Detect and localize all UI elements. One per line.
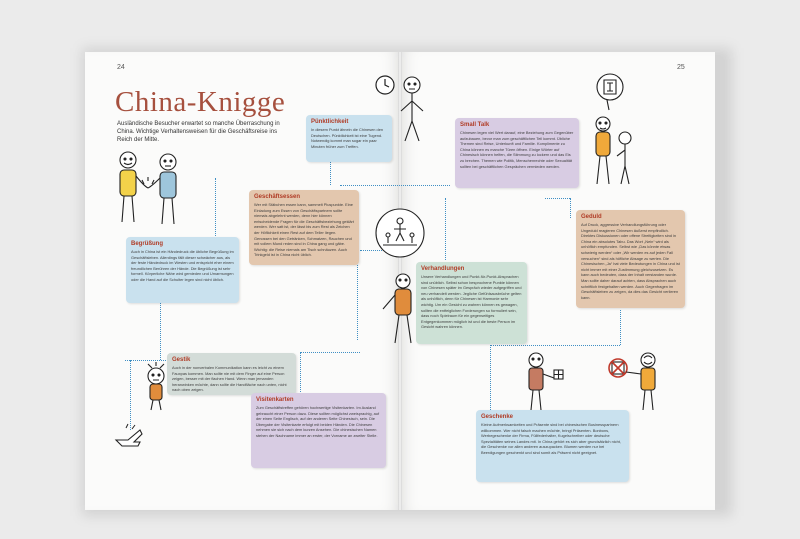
standing-figure-illustration: [395, 75, 429, 145]
box-puenktlichkeit: [306, 115, 392, 162]
connector-line: [445, 198, 446, 260]
box-heading: Geschäftsessen: [254, 194, 301, 200]
handshake-illustration: [108, 150, 188, 232]
pointing-figure-illustration: [142, 360, 172, 410]
connector-line: [620, 310, 621, 345]
box-text: Chinesen legen viel Wert darauf, eine Beziehung zum Gegenüber aufzubauen, bevor man zum geschäftlichen Teil kommt. Übliche Themen sind Reise, Unterkunft und Familie. Komplimente zu China können es manche Türen öffnen. Einige Wörter auf Chinesisch können helfen, die Stimmung zu lockern und das Eis zu brechen. Themen wie Politik, Menschenrechte oder Sexualität sollten bei geschäftlichen Gesprächen vermieden werden.: [460, 130, 574, 169]
box-geschenke: [476, 410, 629, 482]
box-begruessung: [126, 237, 239, 303]
page-number-right: 25: [677, 64, 685, 71]
box-heading: Verhandlungen: [421, 266, 465, 272]
connector-line: [330, 160, 331, 185]
connector-line: [545, 198, 570, 199]
gift-exchange-illustration: [520, 350, 670, 412]
hand-gesture-icon: [114, 420, 146, 448]
box-heading: Visitenkarten: [256, 397, 294, 403]
box-text: In diesem Punkt ähneln die Chinesen den Deutschen. Pünktlichkeit ist eine Tugend. Notwendig kommt man sogar ein paar Minuten früher zum Treffen.: [311, 127, 384, 149]
box-gestik: [167, 353, 296, 395]
box-heading: Pünktlichkeit: [311, 119, 349, 125]
box-text: Auch in der nonverbalen Kommunikation kann es leicht zu einem Fauxpas kommen. Man sollte nie mit dem Finger auf eine Person zeigen, besser mit der flachen Hand. Wenn man jemanden heranwinken möchte, dann sollte die Handfläche nach unten, nicht nach oben zeigen.: [172, 365, 287, 393]
connector-line: [570, 198, 571, 218]
intro-text: Ausländische Besucher erwartet so manche Überraschung in China. Wichtige Verhaltensweisen für die Geschäftsreise ins Reich der Mitte.: [117, 121, 280, 143]
connector-line: [490, 345, 491, 410]
box-text: Zum Geschäftstreffen gehören hochwertige Visitenkarten. Im Ausland gebraucht einer Person dazu. Diese sollten möglichst zweisprachig, auf der einen Seite Englisch, auf der anderen Seite Chinesisch, sein. Die Übergabe der Visitenkarte erfolgt mit beiden Händen. Die Chinesen nehmen sie sich nach dem kurzen Ansehen. Die chinesischen Namen stehen der Nachname immer an erster, der Vorname an zweiter Stelle.: [256, 405, 380, 438]
negotiation-figure-illustration: [365, 205, 435, 350]
connector-line: [490, 345, 620, 346]
box-visitenkarten: [251, 393, 386, 468]
box-heading: Geduld: [581, 214, 602, 220]
box-geduld: [576, 210, 685, 308]
box-text: Auch in China ist ein Händedruck die übliche Begrüßung im Geschäftsleben. Allerdings fällt dieser schwächer aus, als der feste Händedruck im Westen und entspricht eher einem freundlichen Berühren der Hände. Die Begrüßung ist sehr formell. Körperliche Nähe wird gemieden und Umarmungen oder die Hand auf die Schulter legen sind nicht üblich.: [131, 249, 234, 282]
speech-bubble-figure-illustration: [585, 72, 635, 192]
box-heading: Geschenke: [481, 414, 514, 420]
box-smalltalk: [455, 118, 579, 188]
page-title: China-Knigge: [115, 86, 286, 118]
box-text: Unsere Verhandlungen und Punkt-für-Punkt-Absprachen sind unüblich. Selbst schon besprochene Punkte können von Chinesen später im Gespräch wieder aufgegriffen und neu verhandelt werden. Jegliche Gefühlsausbrüche gelten als unhöflich, denn für Chinesen ist Harmonie sehr wichtig. Um ein Gesicht zu wahren können es gewagen, sollten die entfeiglichen Forderungen so formuliert sein, dass noch Spielraum für ein gegenseitiges Entgegenkommen möglich ist und die beste Person im Gesicht wahren können.: [421, 274, 522, 330]
box-heading: Begrüßung: [131, 241, 163, 247]
connector-line: [340, 185, 450, 186]
connector-line: [215, 178, 216, 238]
box-text: Wer mit Stäbchen essen kann, sammelt Pluspunkte. Eine Einladung zum Essen von Geschäftspartnern sollte niemals abgelehnt werden, denn hier können entscheidende Fragen für die Geschäftsbeziehung geklärt werden. Wer satt ist, der lässt bis zum Rest als Zeichen der Höflichkeit einen Rest auf dem Teller liegen. Genossen bei den Getränken, Schmatzen, Rauchen und mit vollem Mund reden sind in China gang und gäbe. Wichtig: die Reise niemals am Tisch schnäuzen. Auch Trinkgeld ist in China nicht üblich.: [254, 202, 354, 258]
box-geschaeftsessen: [249, 190, 359, 265]
connector-line: [160, 300, 161, 360]
box-text: Kleine Aufmerksamkeiten und Präsente sind bei chinesischen Businesspartnern willkommen. Wer nicht falsch machen möchte, bringt Präsenten. Bonbons, Werbegeschenke der Firma, Füllfederhalter, Kugelschreiber oder deutsche Spezialitäten seines Landes mit. In China gehört es sich aber grundsätzlich nicht, die Geschenke vor allen anderen auszupacken. Blumen werden nur bei Beerdigungen geschenkt und sind somit als Präsent nicht geeignet.: [481, 422, 621, 455]
box-heading: Gestik: [172, 357, 191, 363]
box-text: Auf Druck, aggressive Verhandlungsführung oder Ungeduld reagieren Chinesen äußerst empfindlich. Direktes Diskussionen oder offene Streitigkeiten sind in China ein absolutes Tabu. Das Wort „Nein“ wird als unhöflich empfunden. Selbst wie „Das könnte etwas schwierig werden“ oder „Wir werden es auf jeden Fall versuchen“ sind als höfliche Absage zu werten. Die Chinesischen „Ja“ hat viele Bedeutungen in China und ist nicht immer mit einer Zustimmung gleichzusetzen. Es kann auch bedeuten, dass der Inhalt verstanden wurde. Man sollte daher darauf achten, dass Absprachen auch schriftlich festgehalten werden. Auch Gegenfragen im Geschäftsleben zu zeigen, da dies das Gesicht verlieren kann.: [581, 222, 680, 300]
page-number-left: 24: [117, 64, 125, 71]
box-heading: Small Talk: [460, 122, 490, 128]
clock-icon: [374, 74, 396, 96]
connector-line: [300, 352, 360, 353]
